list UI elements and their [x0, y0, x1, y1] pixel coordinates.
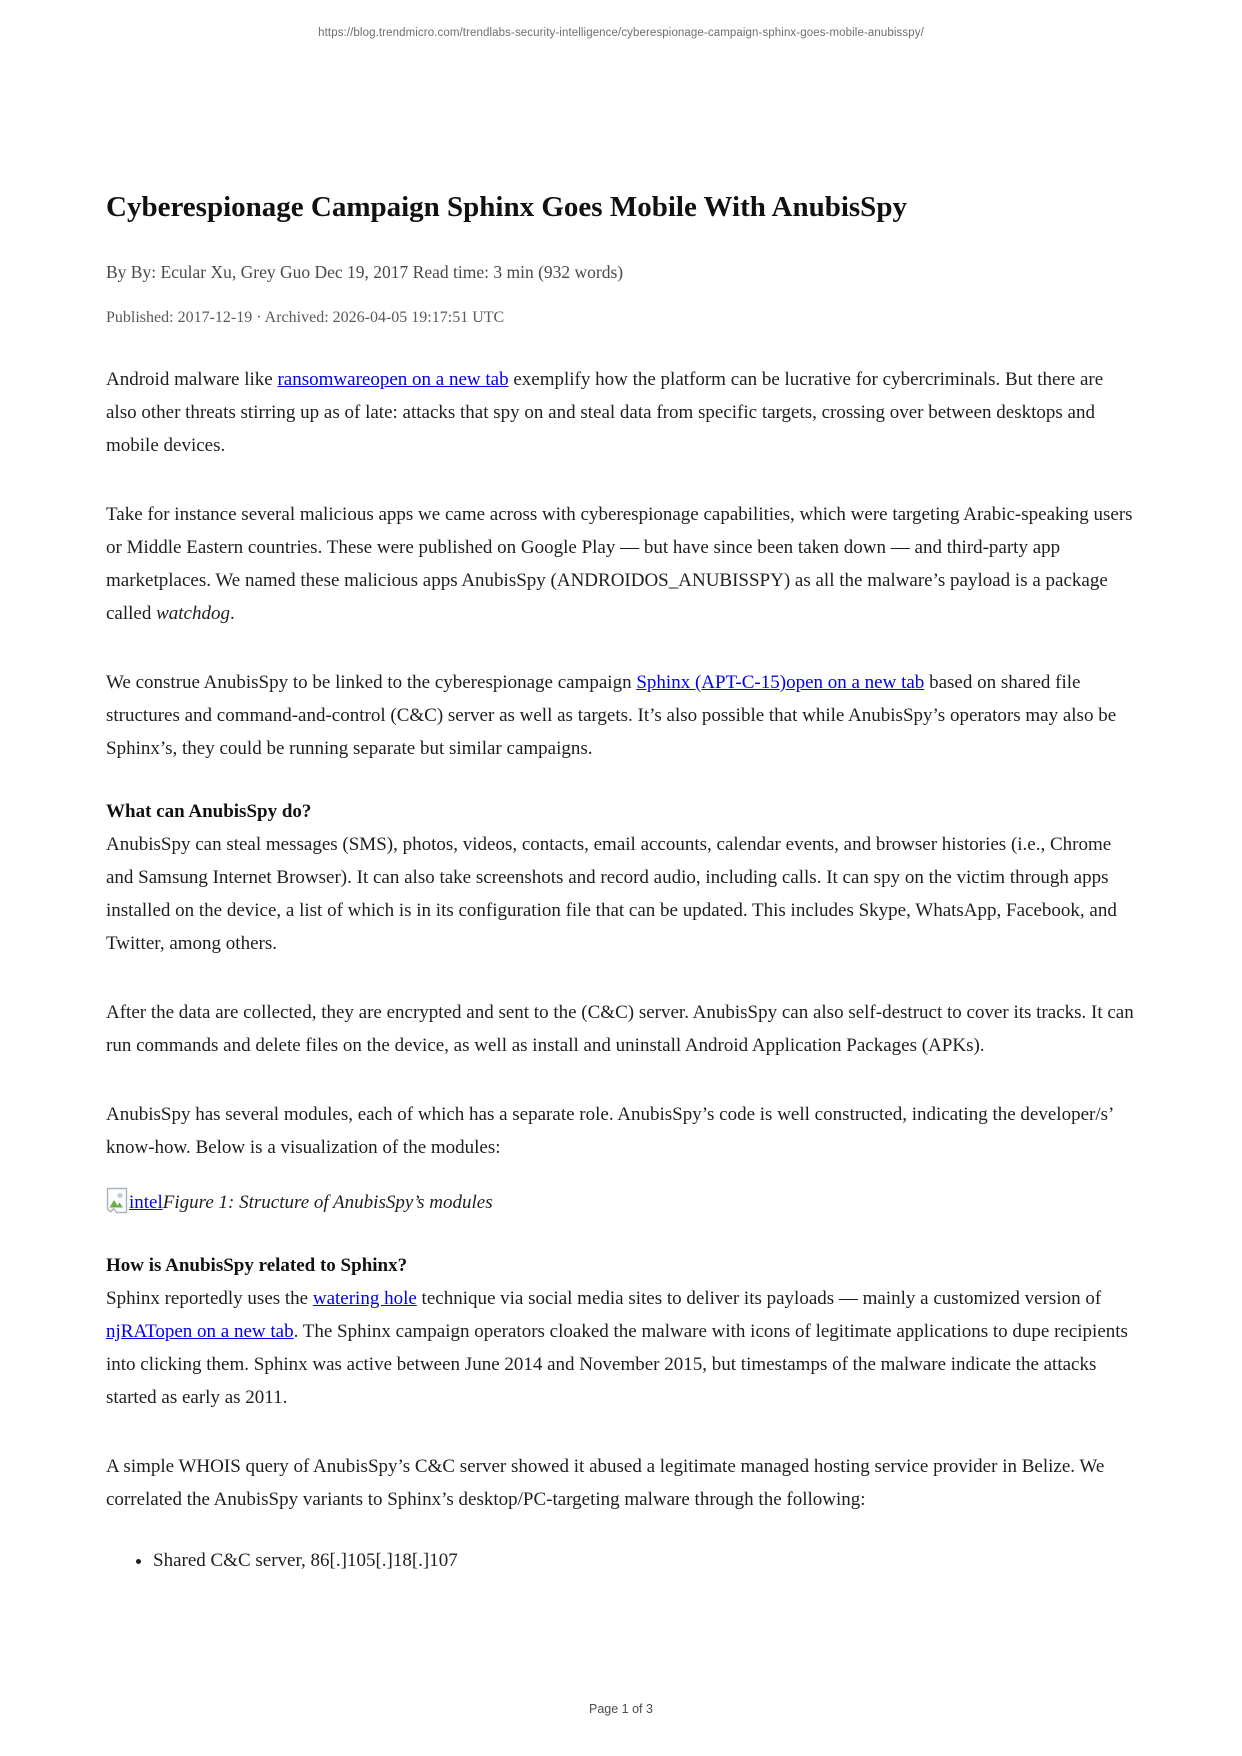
correlation-list: [106, 1544, 1138, 1577]
paragraph-whois: A simple WHOIS query of AnubisSpy’s C&C server showed it abused a legitimate managed hosting service provider in Belize. We correlated the AnubisSpy variants to Sphinx’s desktop/PC-targeting malware through the following:: [106, 1456, 1105, 1510]
paragraph-sphinx-1: Sphinx reportedly uses the watering hole technique via social media sites to deliver its payloads — mainly a customized version of njRATopen on a new tab. The Sphinx campaign operators cloaked the malware with icons of legitimate applications to dupe recipients into clicking them. Sphinx was active between June 2014 and November 2015, but timestamps of the malware indicate the attacks started as early as 2011.: [106, 1288, 1128, 1408]
list-item-shared-cc-server: • Shared C&C server, 86[.]105[.]18[.]107: [153, 1544, 1138, 1577]
paragraph-intro-1: Android malware like ransomwareopen on a new tab exemplify how the platform can be lucrative for cybercriminals. But there are also other threats stirring up as of late: attacks that spy on and steal data from specific targets, crossing over between desktops and mobile devices.: [106, 369, 1104, 456]
inline-link[interactable]: Sphinx (APT-C-15)open on a new tab: [636, 672, 925, 693]
paragraph-capabilities-1: AnubisSpy can steal messages (SMS), photos, videos, contacts, email accounts, calendar events, and browser histories (i.e., Chrome and Samsung Internet Browser). It can also take screenshots and record audio, including calls. It can spy on the victim through apps installed on the device, a list of which is in its configuration file that can be updated. This includes Skype, WhatsApp, Facebook, and Twitter, among others.: [106, 834, 1117, 954]
page-number-footer: Page 1 of 3: [589, 1702, 653, 1716]
inline-link[interactable]: njRATopen on a new tab: [106, 1321, 294, 1342]
broken-image-icon: [106, 1187, 128, 1214]
figure-caption: Figure 1: Structure of AnubisSpy’s modules: [162, 1192, 493, 1213]
paragraph-capabilities-2: After the data are collected, they are encrypted and sent to the (C&C) server. AnubisSpy can also self-destruct to cover its tracks. It can run commands and delete files on the device, as well as install and uninstall Android Application Packages (APKs).: [106, 1002, 1134, 1056]
emphasis-text: watchdog: [156, 603, 230, 624]
paragraph-modules: AnubisSpy has several modules, each of which has a separate role. AnubisSpy’s code is well constructed, indicating the developer/s’ know-how. Below is a visualization of the modules:: [106, 1104, 1113, 1158]
section-heading-how-related-to-sphinx: How is AnubisSpy related to Sphinx?: [106, 1255, 408, 1276]
print-header-url: https://blog.trendmicro.com/trendlabs-security-intelligence/cyberespionage-campaign-sphinx-goes-mobile-anubisspy/: [318, 27, 924, 39]
section-heading-what-can-anubisspy-do: What can AnubisSpy do?: [106, 801, 312, 822]
article-body: [106, 190, 1138, 1577]
article-title: Cyberespionage Campaign Sphinx Goes Mobile With AnubisSpy: [106, 191, 907, 223]
archive-metadata: Published: 2017-12-19 · Archived: 2026-04-05 19:17:51 UTC: [106, 309, 505, 326]
figure-1: [106, 1186, 1138, 1219]
paragraph-intro-2: Take for instance several malicious apps we came across with cyberespionage capabilities, which were targeting Arabic-speaking users or Middle Eastern countries. These were published on Google Play — but have since been taken down — and third-party app marketplaces. We named these malicious apps AnubisSpy (ANDROIDOS_ANUBISSPY) as all the malware’s payload is a package called watchdog.: [106, 504, 1133, 624]
inline-link[interactable]: ransomwareopen on a new tab: [277, 369, 509, 390]
inline-link[interactable]: watering hole: [312, 1288, 417, 1309]
article-byline: By By: Ecular Xu, Grey Guo Dec 19, 2017 Read time: 3 min (932 words): [106, 262, 624, 282]
figure-image-alt-link[interactable]: intel: [129, 1192, 163, 1213]
paragraph-intro-3: We construe AnubisSpy to be linked to the cyberespionage campaign Sphinx (APT-C-15)open on a new tab based on shared file structures and command-and-control (C&C) server as well as targets. It’s also possible that while AnubisSpy’s operators may also be Sphinx’s, they could be running separate but similar campaigns.: [106, 672, 1117, 759]
